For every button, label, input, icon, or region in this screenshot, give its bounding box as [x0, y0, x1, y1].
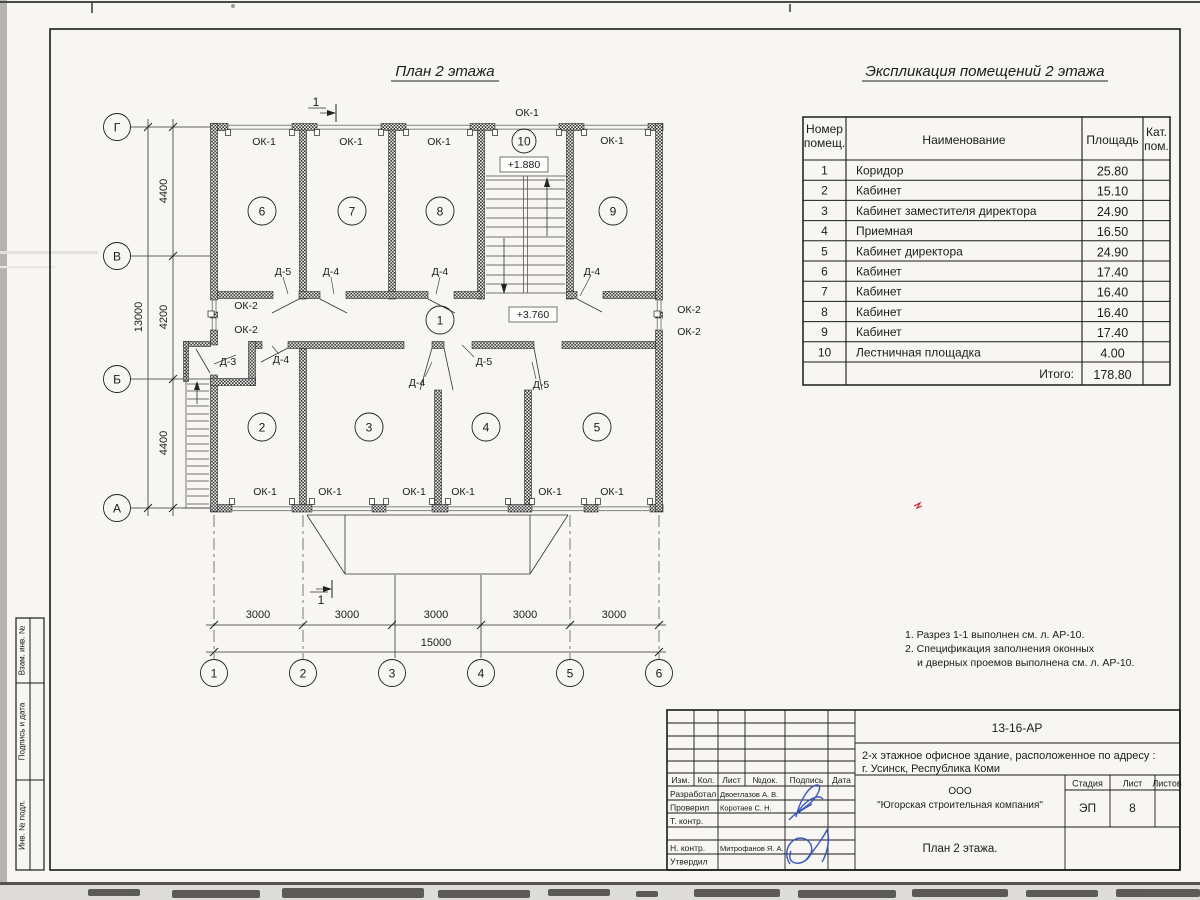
svg-text:2. Спецификация заполнения око: 2. Спецификация заполнения оконных [905, 643, 1095, 655]
svg-text:ОК-1: ОК-1 [427, 136, 451, 148]
svg-text:Д-4: Д-4 [431, 266, 449, 278]
svg-text:Подпись: Подпись [789, 775, 824, 785]
svg-text:Кабинет директора: Кабинет директора [856, 244, 963, 259]
svg-text:3000: 3000 [423, 609, 449, 621]
svg-text:ОК-2: ОК-2 [677, 304, 701, 316]
svg-text:10: 10 [517, 134, 531, 149]
svg-text:ОК-1: ОК-1 [515, 107, 539, 119]
svg-text:Приемная: Приемная [856, 224, 913, 239]
th-cat: Кат. [1146, 125, 1167, 139]
svg-text:1: 1 [821, 163, 828, 178]
svg-text:Кабинет: Кабинет [856, 325, 902, 340]
svg-text:Кабинет: Кабинет [856, 183, 902, 198]
svg-text:Д-4: Д-4 [583, 266, 601, 278]
svg-text:Д-3: Д-3 [219, 356, 237, 368]
svg-text:помещ.: помещ. [803, 136, 846, 150]
svg-text:В: В [112, 249, 122, 264]
table-title: Экспликация помещений 2 этажа [865, 63, 1105, 80]
svg-text:Д-5: Д-5 [475, 356, 493, 368]
svg-text:15.10: 15.10 [1096, 184, 1129, 199]
svg-text:ОК-1: ОК-1 [402, 486, 426, 498]
svg-text:16.40: 16.40 [1096, 305, 1129, 320]
svg-text:15000: 15000 [420, 637, 452, 649]
margin-label-vzam: Взам. инв. № [17, 625, 27, 676]
svg-text:24.90: 24.90 [1096, 204, 1129, 219]
svg-text:17.40: 17.40 [1096, 265, 1129, 280]
svg-text:и дверных проемов выполнена см: и дверных проемов выполнена см. л. АР-10. [917, 657, 1135, 669]
svg-text:4: 4 [477, 666, 485, 681]
svg-text:№док.: №док. [752, 775, 778, 785]
svg-text:Проверил: Проверил [670, 802, 710, 813]
svg-text:ОК-1: ОК-1 [339, 136, 363, 148]
svg-text:Т. контр.: Т. контр. [670, 816, 704, 826]
svg-text:16.40: 16.40 [1096, 285, 1129, 300]
svg-text:пом.: пом. [1144, 139, 1169, 153]
svg-text:Коридор: Коридор [856, 163, 904, 178]
svg-text:2: 2 [299, 666, 307, 681]
svg-text:9: 9 [609, 204, 617, 219]
svg-text:Д-4: Д-4 [272, 354, 290, 366]
totals-value: 178.80 [1093, 368, 1132, 382]
svg-text:+3.760: +3.760 [516, 309, 550, 321]
th-name: Наименование [922, 133, 1006, 147]
svg-text:5: 5 [593, 420, 601, 435]
svg-text:10: 10 [817, 345, 832, 360]
sheet-value: 8 [1129, 801, 1136, 815]
svg-text:Г: Г [113, 120, 121, 135]
svg-text:3: 3 [365, 420, 373, 435]
svg-text:Митрофанов Я. А.: Митрофанов Я. А. [720, 844, 784, 853]
svg-text:24.90: 24.90 [1096, 245, 1129, 260]
svg-text:Д-4: Д-4 [408, 377, 426, 389]
svg-text:Кабинет: Кабинет [856, 284, 902, 299]
svg-text:5: 5 [821, 244, 828, 259]
svg-text:Листов: Листов [1152, 778, 1182, 789]
svg-text:ОК-2: ОК-2 [234, 300, 258, 312]
svg-text:Двоеглазов А. В.: Двоеглазов А. В. [720, 790, 779, 799]
margin-label-inv: Инв. № подл. [17, 800, 27, 850]
svg-text:ОК-2: ОК-2 [677, 326, 701, 338]
margin-label-podpis: Подпись и дата [17, 702, 27, 761]
svg-text:Разработал: Разработал [670, 789, 717, 799]
svg-text:Изм.: Изм. [671, 775, 690, 785]
svg-text:9: 9 [821, 325, 828, 340]
dim-4400-top: 4400 [158, 178, 170, 204]
svg-text:ОК-1: ОК-1 [318, 486, 342, 498]
svg-text:Кабинет: Кабинет [856, 304, 902, 319]
svg-text:2: 2 [821, 183, 828, 198]
svg-text:6: 6 [258, 204, 266, 219]
doc-number: 13-16-АР [991, 721, 1043, 735]
svg-text:4: 4 [821, 224, 828, 239]
svg-text:1: 1 [317, 593, 325, 607]
company-line2: "Югорская строительная компания" [877, 800, 1043, 811]
svg-text:Коротаев С. Н.: Коротаев С. Н. [720, 803, 772, 813]
svg-text:А: А [112, 501, 122, 516]
company-line1: ООО [948, 786, 972, 797]
svg-text:Д-4: Д-4 [322, 266, 340, 278]
svg-text:+1.880: +1.880 [507, 159, 541, 171]
svg-text:2: 2 [258, 420, 266, 435]
svg-text:Утвердил: Утвердил [670, 856, 708, 867]
svg-text:5: 5 [566, 666, 574, 681]
svg-text:3: 3 [388, 666, 396, 681]
svg-text:6: 6 [821, 264, 828, 279]
svg-text:Кабинет: Кабинет [856, 264, 902, 279]
svg-text:ОК-1: ОК-1 [600, 135, 624, 147]
svg-text:Лист: Лист [722, 775, 741, 785]
th-area: Площадь [1086, 133, 1139, 147]
svg-text:Дата: Дата [832, 775, 851, 785]
svg-text:1: 1 [210, 666, 218, 681]
svg-text:17.40: 17.40 [1096, 326, 1129, 341]
svg-text:8: 8 [436, 204, 444, 219]
svg-text:Кабинет заместителя директора: Кабинет заместителя директора [856, 203, 1037, 218]
svg-text:Стадия: Стадия [1072, 778, 1103, 789]
svg-text:4: 4 [482, 420, 490, 435]
svg-text:ОК-1: ОК-1 [538, 486, 562, 498]
dim-4200: 4200 [158, 304, 170, 330]
svg-text:ОК-2: ОК-2 [234, 324, 258, 336]
svg-text:Кол.: Кол. [697, 775, 715, 785]
project-name-line2: г. Усинск, Республика Коми [862, 763, 1001, 775]
svg-text:8: 8 [821, 304, 828, 319]
dim-13000: 13000 [133, 301, 145, 333]
svg-text:7: 7 [821, 284, 828, 299]
svg-text:Д-5: Д-5 [532, 379, 550, 391]
th-num: Номер [806, 122, 843, 136]
svg-text:ОК-1: ОК-1 [451, 486, 475, 498]
svg-text:ОК-1: ОК-1 [252, 136, 276, 148]
svg-text:ОК-1: ОК-1 [600, 486, 624, 498]
svg-text:16.50: 16.50 [1096, 225, 1129, 240]
svg-text:Лестничная площадка: Лестничная площадка [856, 345, 981, 360]
svg-text:Д-5: Д-5 [274, 266, 292, 278]
totals-label: Итого: [1039, 367, 1074, 381]
svg-text:1: 1 [312, 95, 320, 109]
sheet-title: План 2 этажа. [922, 843, 998, 855]
svg-text:3000: 3000 [512, 609, 538, 621]
svg-text:7: 7 [348, 204, 356, 219]
svg-text:ОК-1: ОК-1 [253, 486, 277, 498]
svg-text:Н. контр.: Н. контр. [670, 843, 706, 853]
plan-title: План 2 этажа [395, 63, 495, 80]
stage-value: ЭП [1078, 801, 1097, 815]
dim-4400-bottom: 4400 [158, 430, 170, 456]
svg-text:25.80: 25.80 [1096, 164, 1129, 179]
svg-text:4.00: 4.00 [1100, 346, 1125, 361]
svg-text:3000: 3000 [334, 609, 360, 621]
svg-text:3000: 3000 [245, 609, 271, 621]
svg-text:Лист: Лист [1122, 778, 1143, 789]
svg-text:1. Разрез 1-1 выполнен см. л.: 1. Разрез 1-1 выполнен см. л. АР-10. [905, 629, 1085, 641]
svg-text:3000: 3000 [601, 609, 627, 621]
svg-text:Б: Б [113, 372, 121, 387]
svg-text:3: 3 [821, 203, 828, 218]
svg-text:6: 6 [655, 666, 663, 681]
svg-text:1: 1 [436, 313, 444, 328]
project-name-line1: 2-х этажное офисное здание, расположенное по адресу : [862, 750, 1156, 762]
